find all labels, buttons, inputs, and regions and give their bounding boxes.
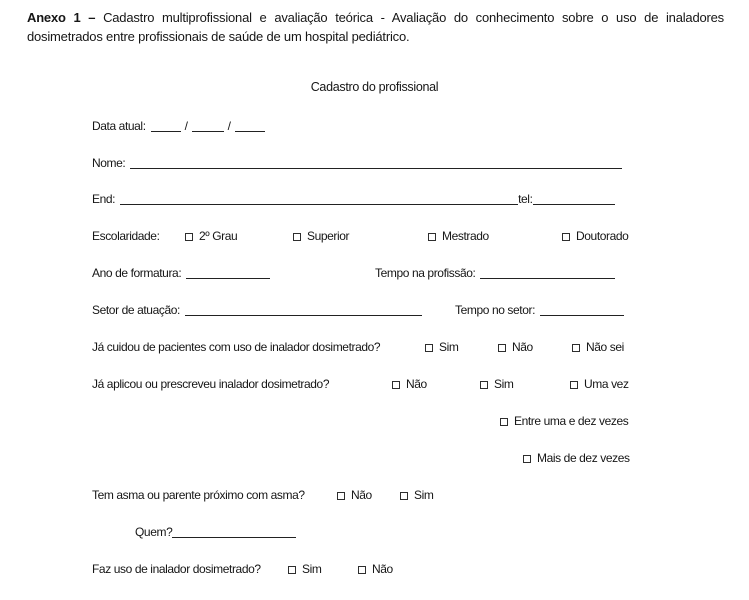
checkbox-icon[interactable] (572, 344, 580, 352)
checkbox-option-asma-sim[interactable] (400, 488, 433, 502)
header-annex-label: Anexo 1 – (27, 10, 96, 25)
checkbox-option-mestrado[interactable] (428, 229, 489, 243)
tem-asma-question: Tem asma ou parente próximo com asma? (92, 488, 305, 502)
data-atual-month-line[interactable] (192, 120, 224, 132)
checkbox-icon[interactable] (293, 233, 301, 241)
checkbox-icon[interactable] (425, 344, 433, 352)
checkbox-icon[interactable] (562, 233, 570, 241)
nome-label: Nome: (92, 156, 126, 170)
checkbox-option-faz-uso-sim[interactable] (288, 562, 321, 576)
form-row-formatura-profissao (0, 266, 749, 284)
endereco-field-line[interactable] (120, 193, 518, 205)
form-row-entre-uma-dez (0, 414, 749, 432)
ano-formatura-group (92, 266, 270, 280)
tempo-setor-field-line[interactable] (540, 304, 624, 316)
checkbox-option-mais-dez[interactable] (523, 451, 630, 465)
setor-atuacao-group (92, 303, 422, 317)
checkbox-option-aplicou-sim[interactable] (480, 377, 513, 391)
tempo-setor-label: Tempo no setor: (455, 303, 536, 317)
tel-label: tel: (518, 192, 533, 206)
nome-group (92, 156, 622, 170)
checkbox-label: Mais de dez vezes (537, 451, 630, 465)
form-row-mais-dez (0, 451, 749, 469)
form-row-ja-cuidou (0, 340, 749, 358)
setor-atuacao-field-line[interactable] (185, 304, 422, 316)
checkbox-icon[interactable] (400, 492, 408, 500)
checkbox-icon[interactable] (428, 233, 436, 241)
ano-formatura-field-line[interactable] (186, 267, 270, 279)
checkbox-icon[interactable] (523, 455, 531, 463)
checkbox-icon[interactable] (480, 381, 488, 389)
checkbox-label: Sim (302, 562, 322, 576)
checkbox-option-aplicou-nao[interactable] (392, 377, 427, 391)
quem-field-line[interactable] (172, 526, 296, 538)
form-row-nome (0, 156, 749, 174)
form-row-endereco (0, 192, 749, 210)
checkbox-label: Não (351, 488, 372, 502)
endereco-group (92, 192, 615, 206)
checkbox-option-uma-vez[interactable] (570, 377, 629, 391)
nome-field-line[interactable] (130, 157, 622, 169)
form-row-data-atual (0, 119, 749, 137)
data-atual-group (92, 119, 265, 133)
data-atual-year-line[interactable] (235, 120, 265, 132)
tempo-profissao-field-line[interactable] (480, 267, 615, 279)
tempo-profissao-label: Tempo na profissão: (375, 266, 476, 280)
tempo-profissao-group (375, 266, 615, 280)
checkbox-label: Não sei (586, 340, 624, 354)
checkbox-icon[interactable] (570, 381, 578, 389)
escolaridade-label: Escolaridade: (92, 229, 160, 243)
endereco-label: End: (92, 192, 116, 206)
checkbox-option-cuidou-nao[interactable] (498, 340, 533, 354)
checkbox-option-entre-uma-dez[interactable] (500, 414, 628, 428)
form-row-quem (0, 525, 749, 543)
form-row-ja-aplicou (0, 377, 749, 395)
checkbox-option-cuidou-sim[interactable] (425, 340, 458, 354)
checkbox-option-superior[interactable] (293, 229, 349, 243)
checkbox-label: Sim (439, 340, 459, 354)
document-header (27, 8, 724, 46)
checkbox-icon[interactable] (337, 492, 345, 500)
data-atual-day-line[interactable] (151, 120, 181, 132)
form-row-setor (0, 303, 749, 321)
ja-aplicou-question: Já aplicou ou prescreveu inalador dosimetrado? (92, 377, 330, 391)
quem-label: Quem? (135, 525, 173, 539)
checkbox-label: Sim (494, 377, 514, 391)
checkbox-label: Não (512, 340, 533, 354)
header-description: Cadastro multiprofissional e avaliação teórica - Avaliação do conhecimento sobre o uso de inaladores dosimetrados entre profissionais de saúde de um hospital pediátrico. (27, 10, 724, 44)
checkbox-label: Doutorado (576, 229, 629, 243)
checkbox-icon[interactable] (498, 344, 506, 352)
checkbox-icon[interactable] (288, 566, 296, 574)
form-title: Cadastro do profissional (310, 80, 439, 94)
checkbox-label: Superior (307, 229, 350, 243)
checkbox-label: Não (372, 562, 393, 576)
checkbox-icon[interactable] (392, 381, 400, 389)
checkbox-option-asma-nao[interactable] (337, 488, 372, 502)
date-slash: / (184, 119, 188, 133)
ano-formatura-label: Ano de formatura: (92, 266, 182, 280)
date-slash: / (227, 119, 231, 133)
faz-uso-question: Faz uso de inalador dosimetrado? (92, 562, 261, 576)
checkbox-label: Entre uma e dez vezes (514, 414, 629, 428)
checkbox-option-cuidou-nao-sei[interactable] (572, 340, 624, 354)
setor-atuacao-label: Setor de atuação: (92, 303, 180, 317)
checkbox-icon[interactable] (185, 233, 193, 241)
form-row-escolaridade (0, 229, 749, 247)
checkbox-label: 2º Grau (199, 229, 238, 243)
checkbox-option-faz-uso-nao[interactable] (358, 562, 393, 576)
checkbox-label: Não (406, 377, 427, 391)
data-atual-label: Data atual: (92, 119, 146, 133)
checkbox-label: Sim (414, 488, 434, 502)
form-row-faz-uso (0, 562, 749, 580)
quem-group (135, 525, 296, 539)
checkbox-icon[interactable] (358, 566, 366, 574)
checkbox-icon[interactable] (500, 418, 508, 426)
checkbox-label: Mestrado (442, 229, 489, 243)
form-row-tem-asma (0, 488, 749, 506)
checkbox-option-2-grau[interactable] (185, 229, 237, 243)
tel-field-line[interactable] (533, 193, 615, 205)
tempo-setor-group (455, 303, 624, 317)
checkbox-label: Uma vez (584, 377, 629, 391)
checkbox-option-doutorado[interactable] (562, 229, 628, 243)
ja-cuidou-question: Já cuidou de pacientes com uso de inalador dosimetrado? (92, 340, 381, 354)
